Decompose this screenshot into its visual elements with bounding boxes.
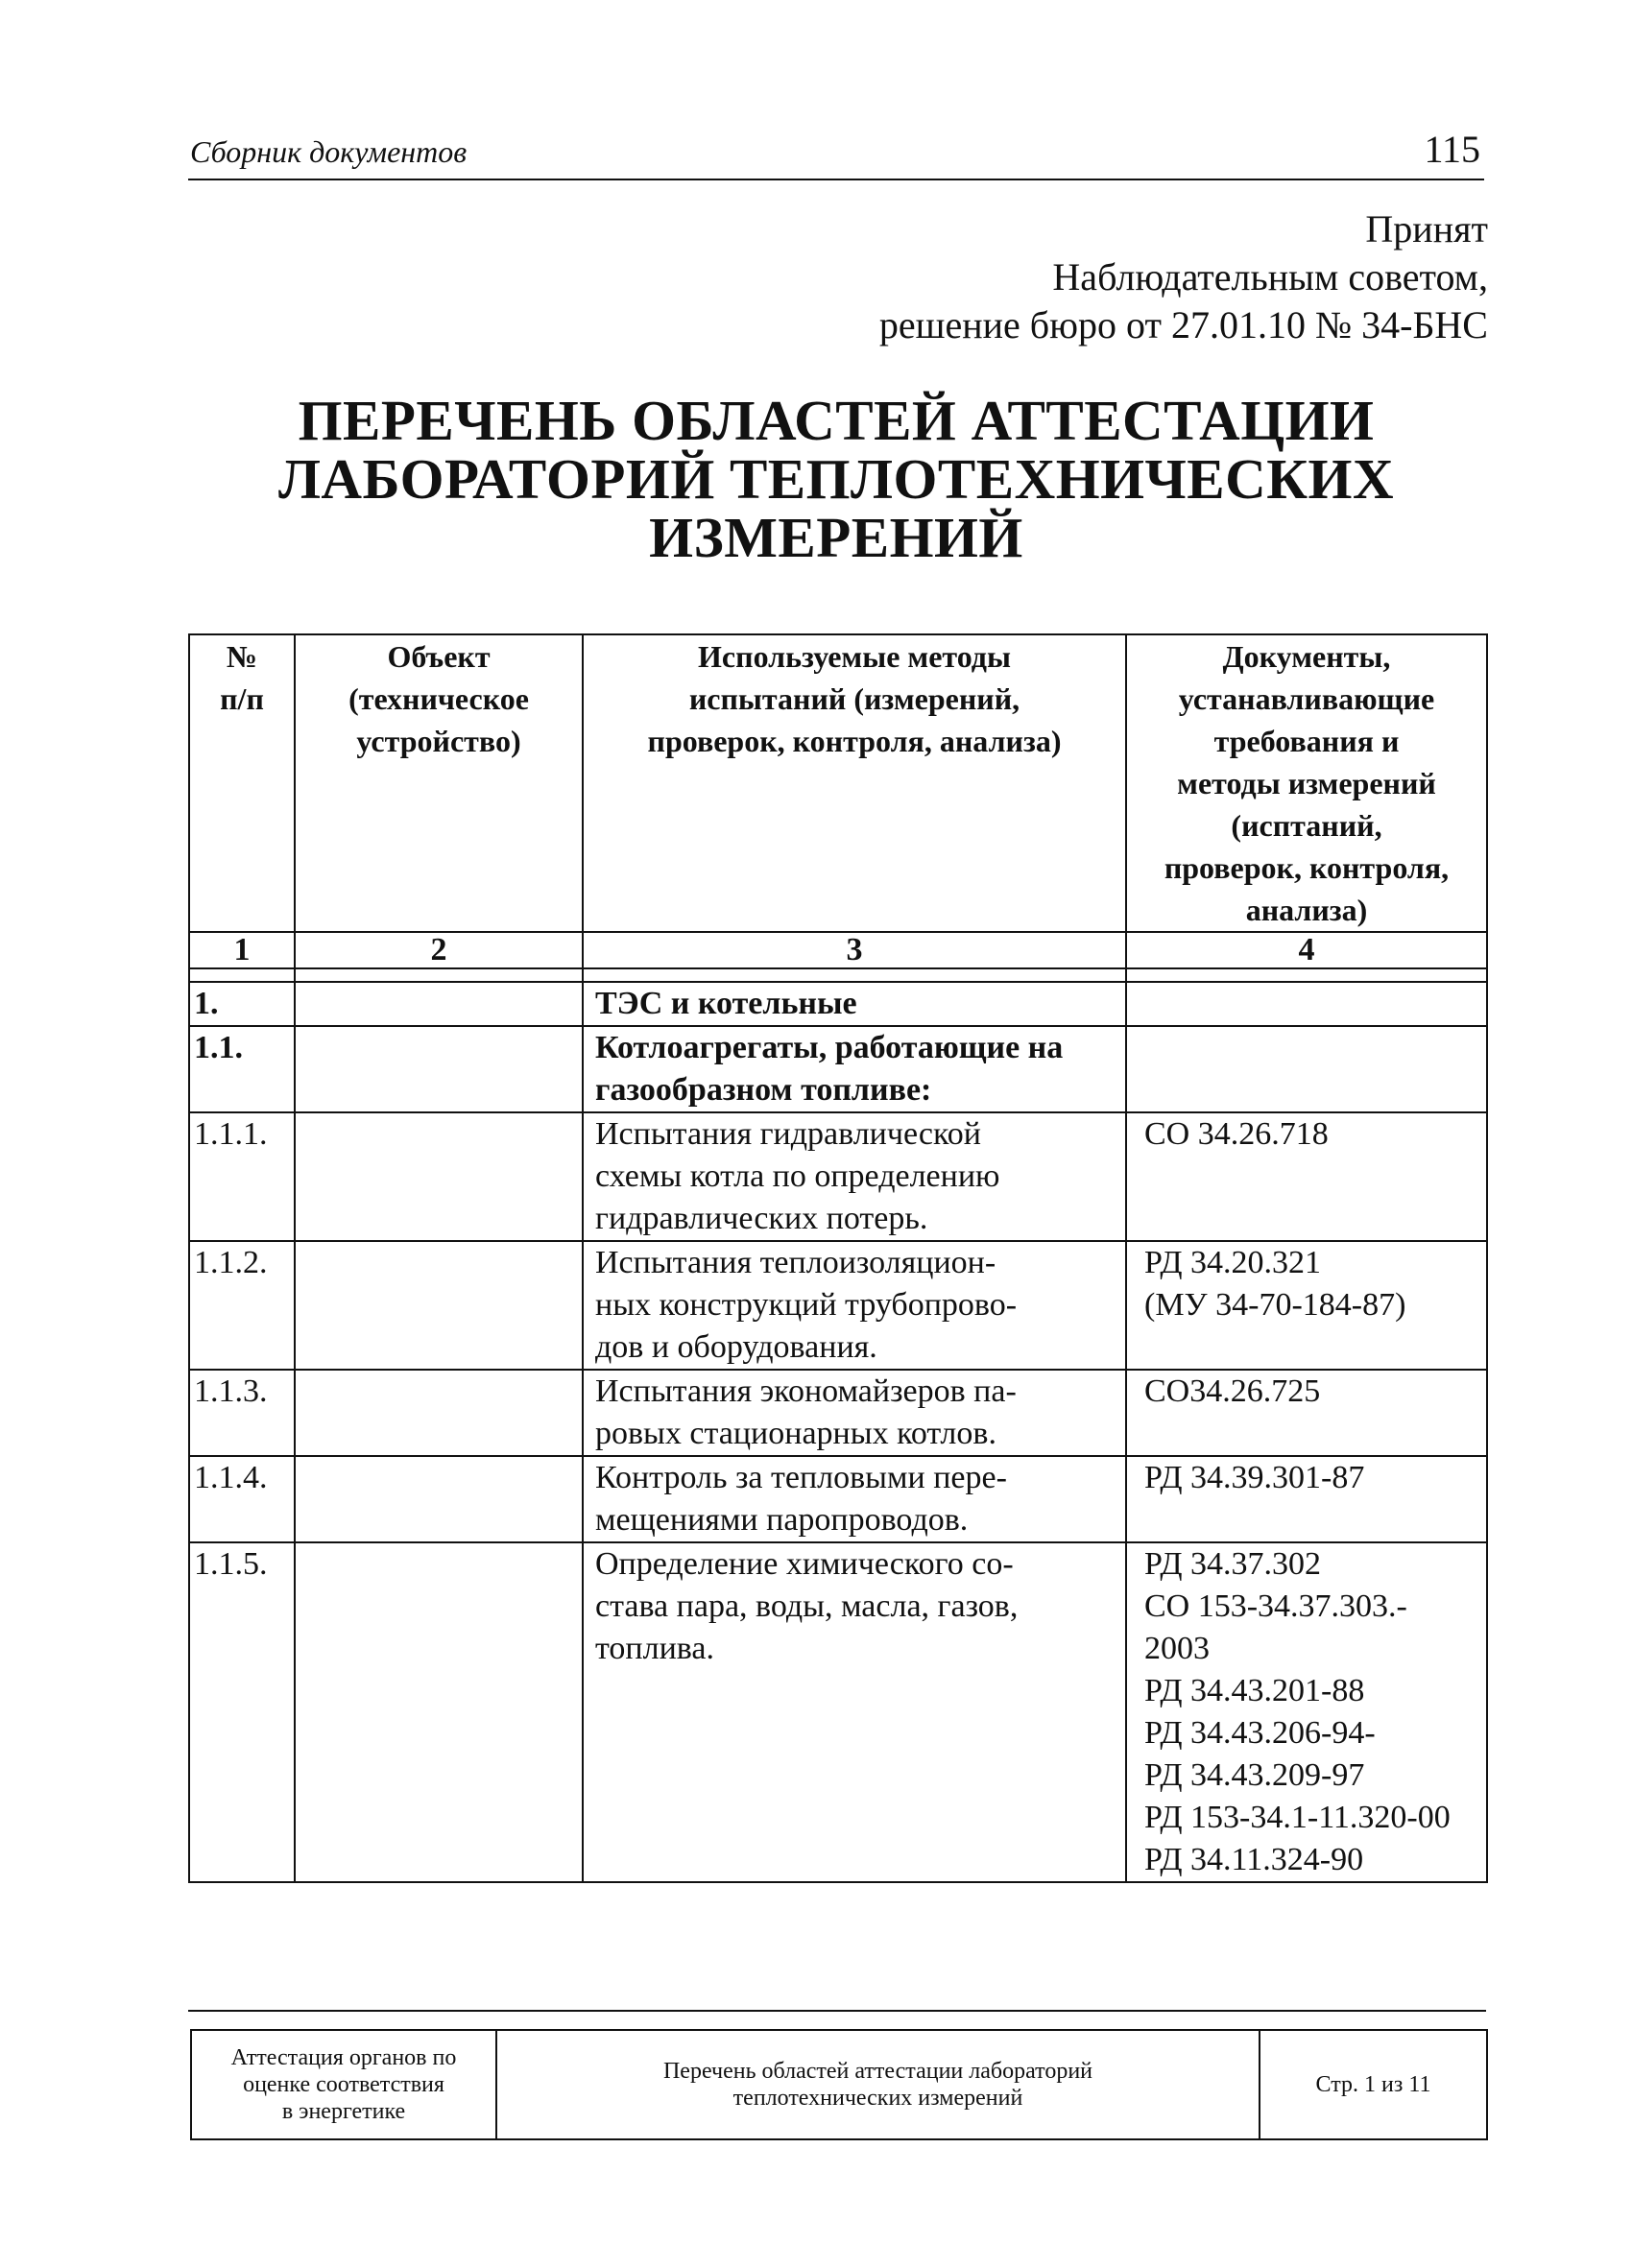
row-method [583,1370,1126,1456]
cell-line: СО 153-34.37.303.- [1144,1588,1407,1624]
cell-line: анализа) [1245,893,1368,927]
column-header [295,634,583,932]
table-row [189,1241,1487,1370]
row-number: 1.1.2. [189,1241,295,1370]
cell-line: устанавливающие [1178,681,1435,716]
cell-line: Объект [387,639,491,674]
table-row [189,1112,1487,1241]
row-object [295,1241,583,1370]
cell-line: Определение химического со- [595,1546,1014,1582]
cell-line: дов и оборудования. [595,1329,877,1365]
row-method [583,982,1126,1026]
cell-line: РД 34.43.201-88 [1144,1673,1365,1708]
row-object [295,1542,583,1882]
spacer-cell [189,968,295,982]
cell-line: Используемые методы [698,639,1011,674]
cell-line: РД 34.11.324-90 [1144,1842,1364,1877]
cell-line: газообразном топливе: [595,1072,932,1108]
column-header [189,634,295,932]
footer-rule [188,2010,1486,2012]
approval-line: Наблюдательным советом, [1052,255,1488,298]
cell-line: п/п [220,681,264,716]
footer-document-name: Перечень областей аттестации лабораторий теплотехнических измерений [496,2030,1260,2139]
table-row [189,1370,1487,1456]
column-number: 3 [583,932,1126,968]
table-header-row [189,634,1487,932]
table-row [189,1026,1487,1112]
cell-line: топлива. [595,1631,714,1666]
table-row [189,1542,1487,1882]
title-line: ИЗМЕРЕНИЙ [649,506,1023,569]
spacer-cell [1126,968,1487,982]
row-method [583,1241,1126,1370]
cell-line: (МУ 34-70-184-87) [1144,1287,1406,1323]
running-header [188,128,1484,180]
cell-line: РД 153-34.1-11.320-00 [1144,1800,1451,1835]
cell-line: гидравлических потерь. [595,1201,928,1236]
spacer-cell [295,968,583,982]
cell-line: Котлоагрегаты, работающие на [595,1030,1064,1065]
cell-line: схемы котла по определению [595,1158,1000,1194]
row-documents [1126,982,1487,1026]
row-documents [1126,1241,1487,1370]
title-line: ПЕРЕЧЕНЬ ОБЛАСТЕЙ АТТЕСТАЦИИ [298,389,1375,452]
row-object [295,1370,583,1456]
row-number: 1.1.5. [189,1542,295,1882]
column-number: 1 [189,932,295,968]
table-row [189,982,1487,1026]
cell-line: РД 34.20.321 [1144,1245,1322,1280]
row-number: 1.1. [189,1026,295,1112]
column-header [1126,634,1487,932]
cell-line: ТЭС и котельные [595,986,857,1021]
cell-line: мещениями паропроводов. [595,1502,969,1538]
footer-organization: Аттестация органов по оценке соответствия в энергетике [191,2030,496,2139]
row-object [295,1026,583,1112]
cell-line: (техническое [348,681,529,716]
page-number: 115 [1424,128,1480,171]
cell-line: 2003 [1144,1631,1210,1666]
page-footer [190,2029,1488,2140]
row-documents [1126,1542,1487,1882]
cell-line: РД 34.43.209-97 [1144,1757,1365,1793]
row-method [583,1112,1126,1241]
cell-line: устройство) [356,724,521,758]
collection-title: Сборник документов [190,134,468,169]
approval-line: решение бюро от 27.01.10 № 34-БНС [878,303,1488,346]
document-title [188,389,1484,569]
cell-line: РД 34.43.206-94- [1144,1715,1376,1751]
cell-line: проверок, контроля, [1164,850,1450,885]
spacer-row [189,968,1487,982]
row-object [295,982,583,1026]
column-number: 2 [295,932,583,968]
approval-block [672,205,1488,349]
approval-line: Принят [1365,207,1488,251]
cell-line: СО 34.26.718 [1144,1116,1329,1152]
row-object [295,1456,583,1542]
cell-line: Испытания теплоизоляцион- [595,1245,996,1280]
cell-line: Контроль за тепловыми пере- [595,1460,1007,1495]
cell-line: Документы, [1222,639,1391,674]
column-number: 4 [1126,932,1487,968]
row-documents [1126,1456,1487,1542]
cell-line: испытаний (измерений, [688,681,1020,716]
row-method [583,1026,1126,1112]
cell-line: РД 34.37.302 [1144,1546,1322,1582]
cell-line: № [226,639,258,674]
row-number: 1.1.1. [189,1112,295,1241]
row-number: 1. [189,982,295,1026]
column-header [583,634,1126,932]
table-row [189,1456,1487,1542]
cell-line: Испытания экономайзеров па- [595,1373,1017,1409]
footer-page-count: Стр. 1 из 11 [1260,2030,1487,2139]
cell-line: проверок, контроля, анализа) [647,724,1062,758]
row-number: 1.1.4. [189,1456,295,1542]
cell-line: методы измерений [1177,766,1436,800]
spacer-cell [583,968,1126,982]
cell-line: (исптаний, [1231,808,1382,843]
row-documents [1126,1370,1487,1456]
row-method [583,1456,1126,1542]
cell-line: РД 34.39.301-87 [1144,1460,1365,1495]
cell-line: ных конструкций трубопрово- [595,1287,1018,1323]
cell-line: ровых стационарных котлов. [595,1416,996,1451]
cell-line: Испытания гидравлической [595,1116,981,1152]
cell-line: става пара, воды, масла, газов, [595,1588,1019,1624]
title-line: ЛАБОРАТОРИЙ ТЕПЛОТЕХНИЧЕСКИХ [277,447,1395,511]
row-documents [1126,1112,1487,1241]
column-number-row [189,932,1487,968]
row-method [583,1542,1126,1882]
cell-line: требования и [1213,724,1400,758]
row-documents [1126,1026,1487,1112]
attestation-table [188,633,1488,1883]
row-object [295,1112,583,1241]
cell-line: СО34.26.725 [1144,1373,1321,1409]
row-number: 1.1.3. [189,1370,295,1456]
